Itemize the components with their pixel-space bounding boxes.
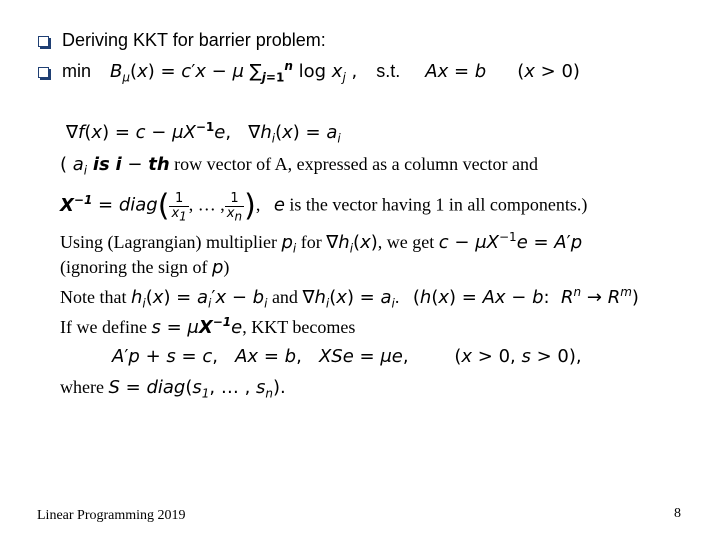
page-number: 8 — [674, 506, 681, 521]
multiplier-var: $p_i$ — [281, 232, 297, 256]
row-vector-math: ( $a_i$ is i − th — [60, 154, 170, 178]
problem-line — [62, 60, 580, 83]
bullet-icon — [38, 36, 49, 47]
gradients: $\nabla f(x) = c - \mu X^{-1}e$, $\nabla h_i(x) = a_i$ — [66, 120, 341, 146]
constraint: Ax = b — [425, 61, 487, 82]
explanation-line-1 — [60, 153, 538, 176]
subject-to: s.t. — [376, 61, 401, 81]
min-word: min — [62, 61, 92, 81]
map-def: (h(x) = Ax − b: $R^n \to R^m$) — [412, 285, 639, 308]
lagrange-text-a: Using (Lagrangian) multiplier — [60, 232, 282, 252]
note-line — [60, 286, 639, 309]
row-vector-text: row vector of A, expressed as a column vector and — [169, 154, 539, 174]
grad-def: $\nabla h_i(x) = a_i$ — [302, 287, 395, 311]
s-matrix: $S = diag(s_1$, … , $s_n$). — [108, 377, 286, 401]
lagrange-text-b: for — [296, 232, 327, 252]
where-text-a: where — [60, 377, 109, 397]
objective-function: $B_\mu(x) = c'x - \mu$ $\sum_{j=1}^n$ $\log x_j$ , — [110, 59, 358, 85]
grad-h: $\nabla h_i(x)$ — [326, 232, 378, 256]
note-text-b: and — [267, 287, 303, 307]
define-line — [60, 316, 355, 339]
note-text-a: Note that — [60, 287, 131, 307]
domain: (x > 0) — [517, 61, 580, 82]
lagrange-result: $c - \mu X^{-1}e = A'p$ — [438, 230, 583, 253]
fraction-1: $\frac{1}{x_1}$ — [171, 191, 187, 224]
define-text-b: , KKT becomes — [242, 317, 356, 337]
e-vector-text: is the vector having 1 in all components.) — [289, 194, 588, 215]
h-def: $h_i(x) = a_i'x - b_i$ — [130, 287, 268, 311]
lagrange-text-c: , we get — [377, 232, 439, 252]
slide-title: Deriving KKT for barrier problem: — [62, 30, 326, 50]
s-def: $s = \mu X^{-1}e$ — [151, 315, 243, 338]
kkt-equations: A′p + s = c, Ax = b, XSe = μe, (x > 0, s > 0), — [112, 346, 582, 367]
ignoring-sign: (ignoring the sign of p) — [60, 257, 230, 278]
bullet-icon — [38, 67, 49, 78]
explanation-line-2: $X^{-1}$ = diag( $\frac{1}{x_1}$ , … , $\frac{1}{x_n}$ ), e is the vector having 1 in all components.) — [60, 188, 588, 224]
define-text-a: If we define — [60, 317, 152, 337]
where-line — [60, 376, 286, 399]
fraction-n: $\frac{1}{x_n}$ — [226, 191, 243, 224]
note-text-c: . — [394, 287, 413, 307]
footer-course: Linear Programming 2019 — [37, 508, 186, 523]
x-inverse-def: $X^{-1}$ = diag — [60, 192, 158, 216]
lagrange-line — [60, 231, 582, 254]
